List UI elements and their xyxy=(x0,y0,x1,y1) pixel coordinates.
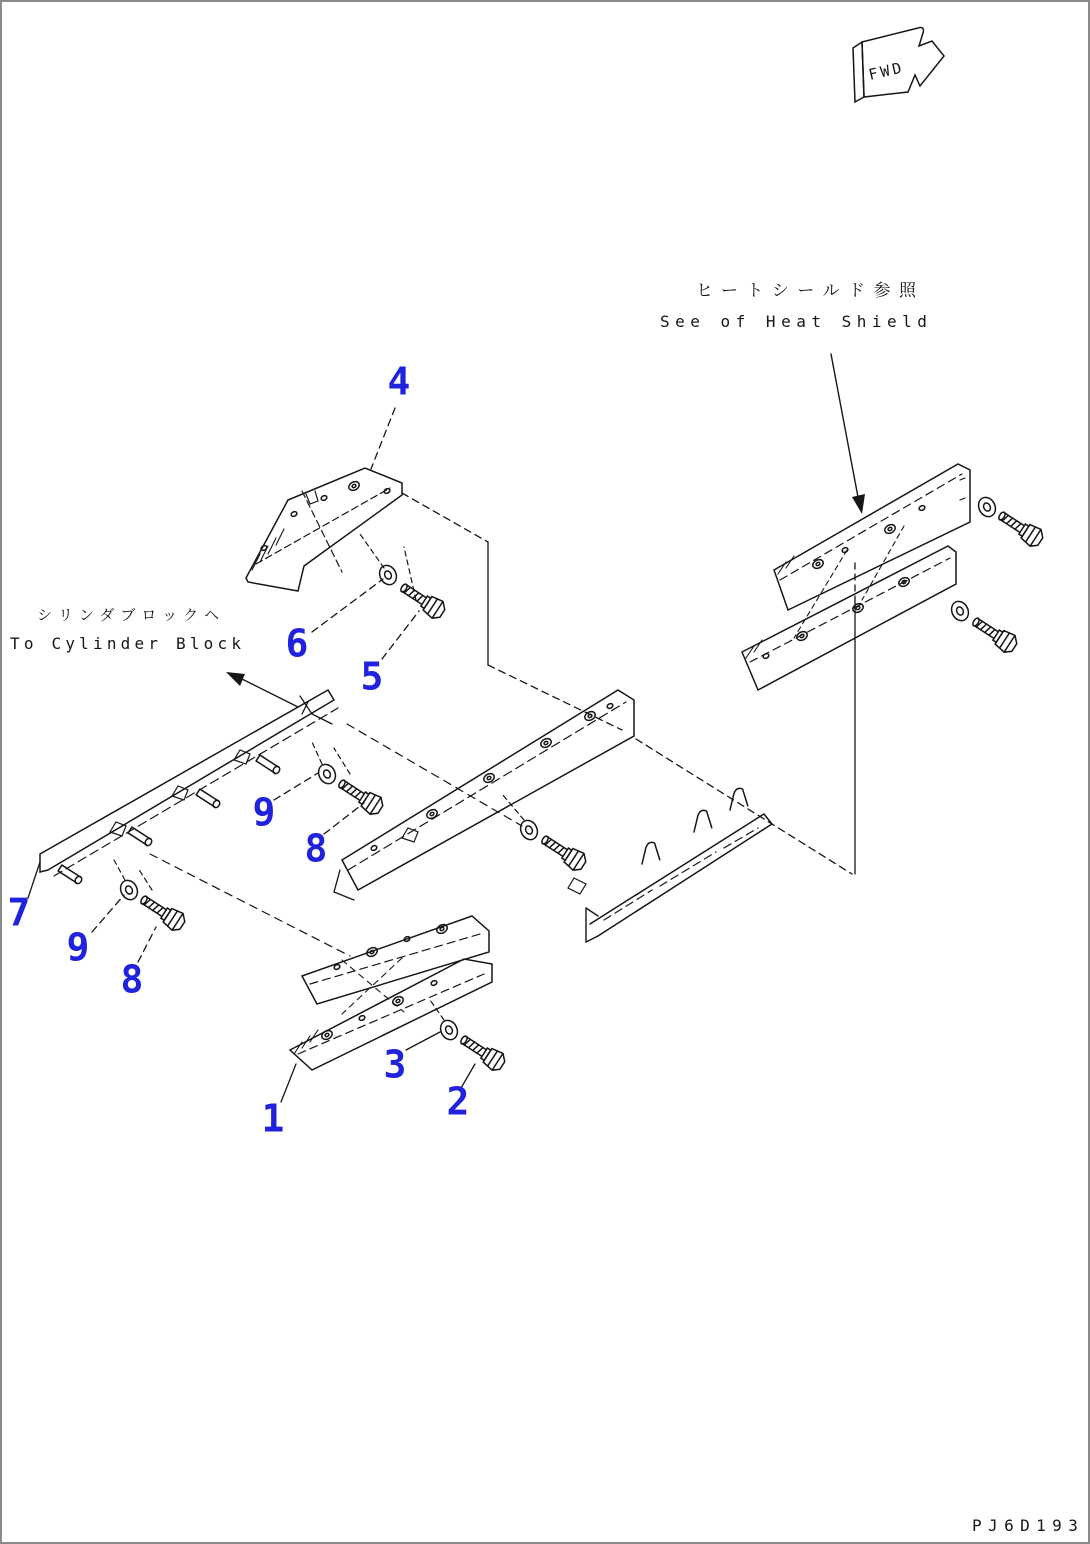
assembly-axis-8-upper xyxy=(334,748,350,774)
drawing-code: PJ6D193 xyxy=(972,1516,1085,1535)
heat-shield-washer-lower xyxy=(948,599,971,624)
heat-shield-ref-label-en: See of Heat Shield xyxy=(660,312,933,331)
callout-number-4: 4 xyxy=(387,359,411,404)
exploded-parts-drawing xyxy=(2,2,1088,1542)
callout-number-8: 8 xyxy=(304,826,328,871)
cylinder-block-arrow xyxy=(226,672,298,707)
callout-number-7: 7 xyxy=(7,890,31,935)
heat-shield-bolt-lower xyxy=(969,612,1020,655)
part-9-washer-upper xyxy=(315,762,338,787)
callout-number-6: 6 xyxy=(285,621,309,666)
callout-number-8: 8 xyxy=(120,957,144,1002)
callout-leaders xyxy=(28,408,475,1102)
middle-plate xyxy=(334,690,634,900)
part-3-washer xyxy=(437,1018,460,1043)
callout-number-3: 3 xyxy=(383,1042,407,1087)
cylinder-block-ref-label-en: To Cylinder Block xyxy=(10,634,246,653)
middle-bolt xyxy=(538,830,589,873)
part-5-bolt xyxy=(397,578,448,621)
assembly-axis-9-lower xyxy=(114,860,125,880)
part-2-bolt xyxy=(457,1030,508,1073)
fwd-label: FWD xyxy=(866,58,907,84)
callout-number-5: 5 xyxy=(360,654,384,699)
part-8-bolt-upper xyxy=(335,774,386,817)
assembly-axis-9-upper xyxy=(312,742,322,764)
part-7-rail xyxy=(40,690,338,885)
part-8-bolt-lower xyxy=(137,890,188,933)
callout-number-9: 9 xyxy=(252,790,276,835)
callout-number-9: 9 xyxy=(66,925,90,970)
middle-washer xyxy=(517,818,540,843)
part-6-washer xyxy=(376,563,399,588)
part-4-bracket-plate xyxy=(246,468,402,591)
callout-number-2: 2 xyxy=(446,1079,470,1124)
assembly-axis-8-lower xyxy=(138,868,152,890)
heat-shield-reference-arrow xyxy=(831,354,865,514)
heat-shield-bolt-upper xyxy=(995,506,1046,549)
cylinder-block-ref-label-jp: シリンダブロックヘ xyxy=(37,606,226,624)
assembly-axis-3 xyxy=(430,1000,444,1020)
assembly-axis-6 xyxy=(360,534,384,568)
heat-shield-ref-label-jp: ヒートシールド参照 xyxy=(696,281,925,301)
fwd-arrow-icon xyxy=(853,28,944,102)
heat-shield-washer-upper xyxy=(975,495,998,520)
callout-number-1: 1 xyxy=(261,1096,285,1141)
part-9-washer-lower xyxy=(117,878,140,903)
right-rail xyxy=(568,788,772,942)
reference-line-right xyxy=(636,558,855,874)
reference-line-left xyxy=(402,493,622,730)
